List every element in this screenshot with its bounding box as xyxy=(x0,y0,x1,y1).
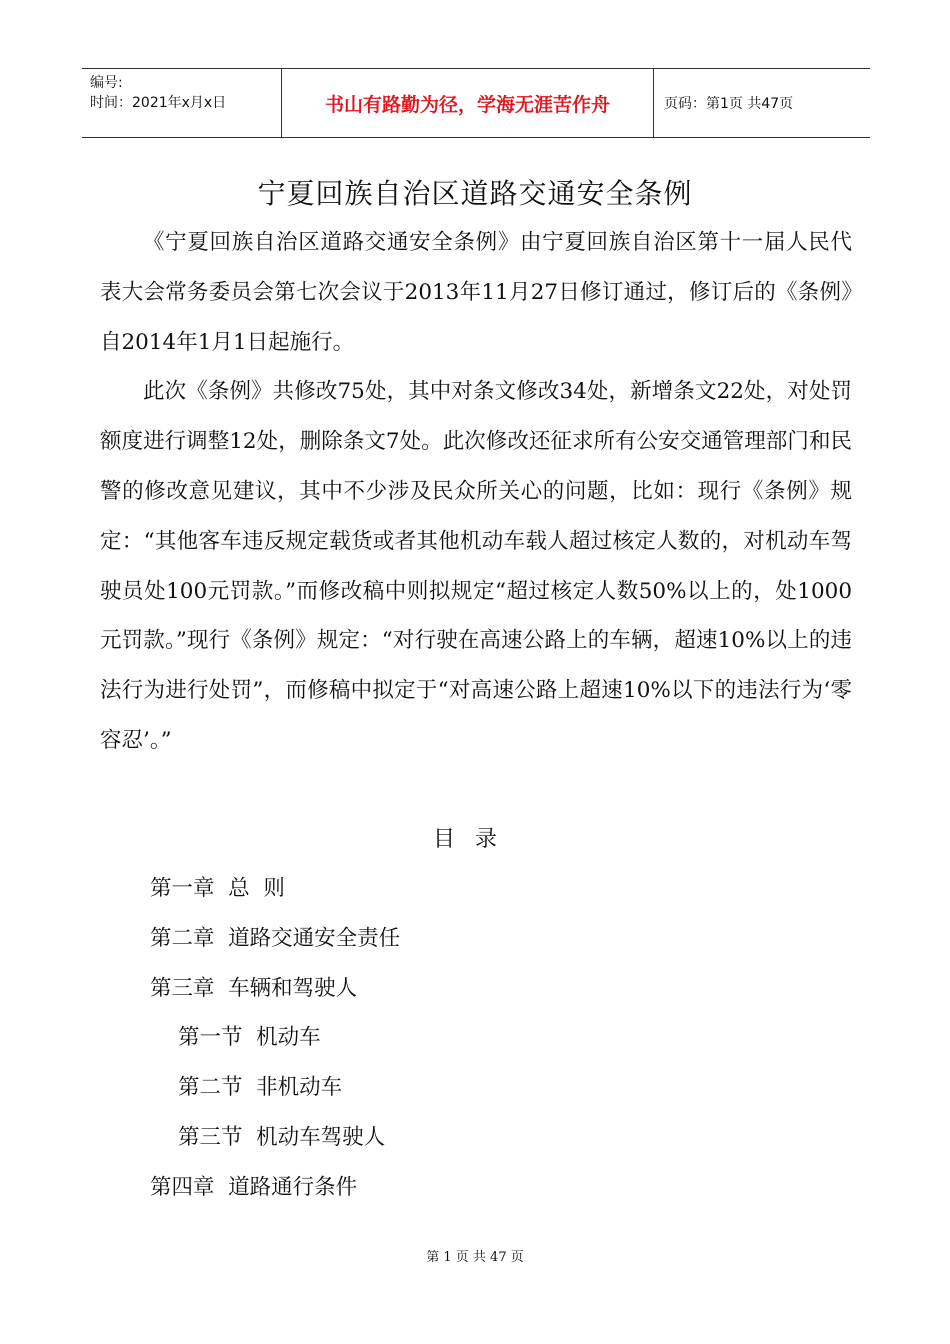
document-body xyxy=(100,218,852,766)
toc-item-section-1: 第一节 机动车 xyxy=(178,1025,321,1051)
document-number-label: 编号: xyxy=(90,75,123,91)
toc-heading: 目录 xyxy=(432,827,517,852)
toc-item-chapter-3: 第三章 车辆和驾驶人 xyxy=(150,975,358,1001)
body-paragraph: 《宁夏回族自治区道路交通安全条例》由宁夏回族自治区第十一届人民代表大会常务委员会第七次会议于2013年11月27日修订通过，修订后的《条例》自2014年1月1日起施行。 xyxy=(100,230,852,355)
header-page-info: 页码：第1页 共47页 xyxy=(664,96,794,112)
page-header xyxy=(82,68,870,138)
toc-item-chapter-2: 第二章 道路交通安全责任 xyxy=(150,925,401,951)
document-title: 宁夏回族自治区道路交通安全条例 xyxy=(257,177,693,210)
table-of-contents xyxy=(150,864,400,1213)
header-meta xyxy=(82,69,282,137)
document-time-label: 时间：2021年x月x日 xyxy=(90,95,227,111)
toc-item-section-3: 第三节 机动车驾驶人 xyxy=(178,1124,386,1150)
page-footer: 第 1 页 共 47 页 xyxy=(426,1250,524,1265)
toc-item-chapter-1: 第一章 总 则 xyxy=(150,876,285,901)
toc-item-section-2: 第二节 非机动车 xyxy=(178,1075,343,1101)
header-motto: 书山有路勤为径，学海无涯苦作舟 xyxy=(282,69,654,137)
toc-item-chapter-4: 第四章 道路通行条件 xyxy=(150,1174,358,1200)
body-paragraph: 此次《条例》共修改75处，其中对条文修改34处，新增条文22处，对处罚额度进行调整12处，删除条文7处。此次修改还征求所有公安交通管理部门和民警的修改意见建议，其中不少涉及民众所关心的问题，比如：现行《条例》规定：“其他客车违反规定载货或者其他机动车载人超过核定人数的，对机动车驾驶员处100元罚款。”而修改稿中则拟规定“超过核定人数50%以上的，处1000元罚款。”现行《条例》规定：“对行驶在高速公路上的车辆，超速10%以上的违法行为进行处罚”，而修稿中拟定于“对高速公路上超速10%以下的违法行为‘零容忍’。” xyxy=(100,379,852,753)
